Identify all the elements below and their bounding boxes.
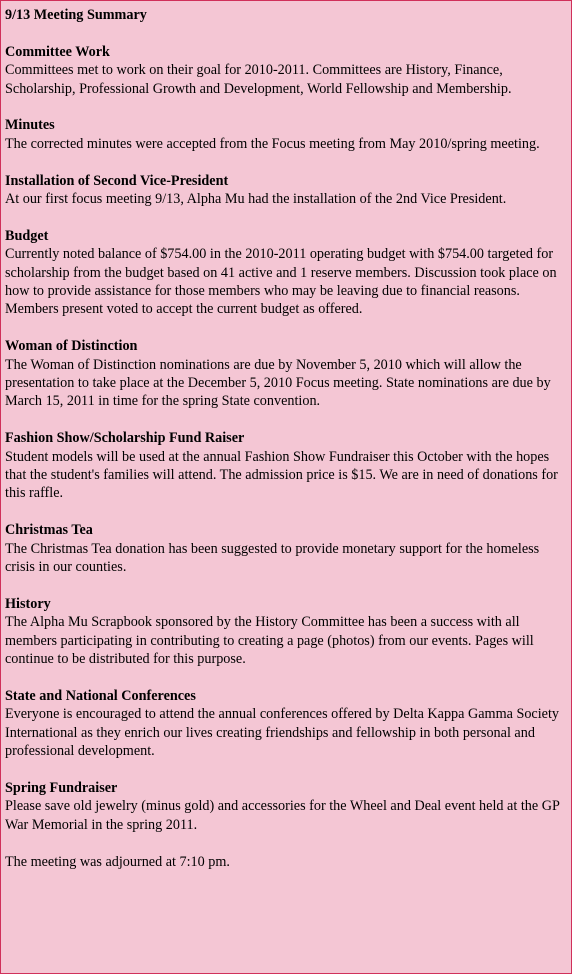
- section-body: Committees met to work on their goal for 2010-2011. Committees are History, Finance, Scholarship, Professional Growth and Development, World Fellowship and Membership.: [5, 62, 512, 97]
- section-body: The Christmas Tea donation has been suggested to provide monetary support for the homeless crisis in our counties.: [5, 540, 540, 576]
- section-heading: Committee Work: [5, 43, 110, 60]
- section-heading: Installation of Second Vice-President: [5, 172, 229, 189]
- section-heading: State and National Conferences: [5, 687, 196, 704]
- section-minutes: [5, 116, 569, 153]
- section-woman-of-distinction: [5, 337, 569, 411]
- section-body: At our first focus meeting 9/13, Alpha Mu had the installation of the 2nd Vice President.: [5, 191, 507, 208]
- section-heading: Woman of Distinction: [5, 338, 138, 355]
- section-conferences: [5, 687, 569, 761]
- section-body: The Woman of Distinction nominations are due by November 5, 2010 which will allow the presentation to take place at the December 5, 2010 Focus meeting. State nominations are due by March 15, 2011 in time for the spring State convention.: [5, 356, 551, 410]
- section-heading: Minutes: [5, 117, 55, 134]
- section-christmas-tea: [5, 521, 569, 576]
- section-committee-work: [5, 43, 569, 98]
- section-body: Please save old jewelry (minus gold) and accessories for the Wheel and Deal event held at the GP War Memorial in the spring 2011.: [5, 798, 560, 833]
- section-budget: [5, 227, 569, 319]
- section-body: Student models will be used at the annual Fashion Show Fundraiser this October with the hopes that the student's families will attend. The admission price is $15. We are in need of donations for this raffle.: [5, 448, 558, 502]
- section-heading: Budget: [5, 227, 49, 244]
- closing-statement: The meeting was adjourned at 7:10 pm.: [5, 853, 230, 870]
- section-heading: History: [5, 595, 51, 612]
- section-fashion-show: [5, 429, 569, 503]
- section-heading: Spring Fundraiser: [5, 779, 118, 796]
- section-body: The corrected minutes were accepted from the Focus meeting from May 2010/spring meeting.: [5, 135, 540, 152]
- section-body: Everyone is encouraged to attend the annual conferences offered by Delta Kappa Gamma Society International as they enrich our lives creating friendships and fellowship in both personal and professional development.: [5, 706, 560, 760]
- section-body: Currently noted balance of $754.00 in the 2010-2011 operating budget with $754.00 targeted for scholarship from the budget based on 41 active and 1 reserve members. Discussion took place on how to provide assistance for those members who may be leaving due to financial reasons. Members present voted to accept the current budget as offered.: [5, 246, 557, 318]
- section-installation: [5, 172, 569, 209]
- section-spring-fundraiser: [5, 779, 569, 834]
- document-title: 9/13 Meeting Summary: [5, 7, 147, 23]
- section-heading: Fashion Show/Scholarship Fund Raiser: [5, 430, 245, 447]
- section-heading: Christmas Tea: [5, 522, 93, 539]
- section-history: [5, 595, 569, 669]
- section-body: The Alpha Mu Scrapbook sponsored by the History Committee has been a success with all members participating in contributing to creating a page (photos) from our events. Pages will continue to be distributed for this purpose.: [5, 614, 534, 668]
